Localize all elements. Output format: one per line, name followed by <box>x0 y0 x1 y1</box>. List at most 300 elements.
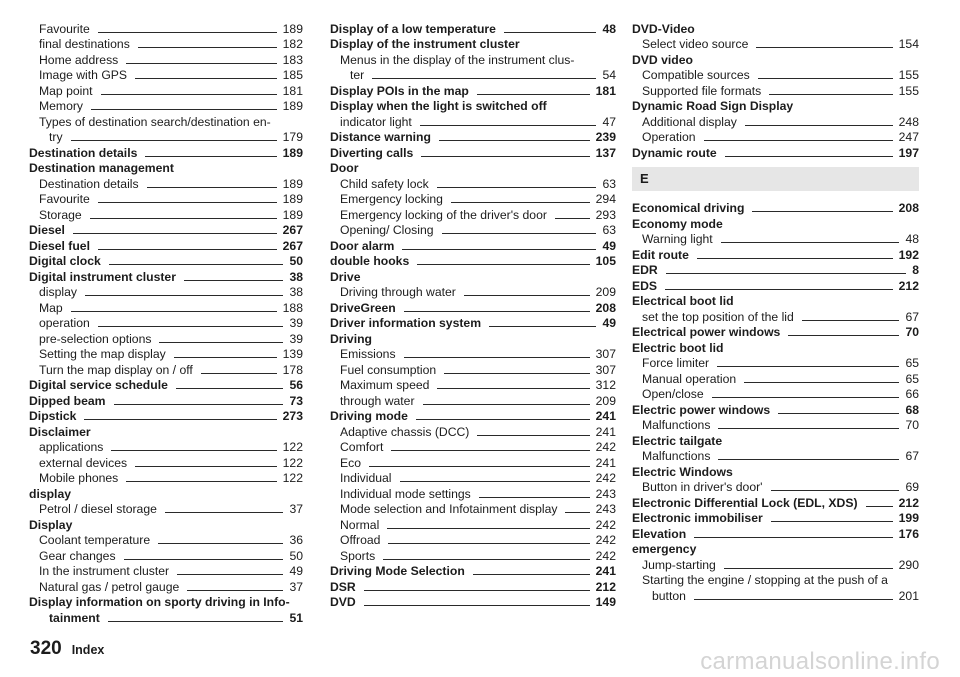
index-subentry <box>29 454 303 470</box>
entry-label: Natural gas / petrol gauge <box>39 579 180 594</box>
entry-label: Select video source <box>642 37 749 51</box>
entry-label: Open/close <box>642 387 704 401</box>
page-reference: 122 <box>282 455 303 470</box>
index-entry <box>330 408 616 424</box>
page-reference: 73 <box>289 393 303 408</box>
leader-line <box>565 512 589 513</box>
leader-line <box>437 187 597 188</box>
leader-line <box>745 125 893 126</box>
page-reference: 50 <box>289 254 303 268</box>
leader-line <box>364 605 590 606</box>
index-entry <box>29 222 303 238</box>
leader-line <box>724 568 893 569</box>
index-subentry <box>29 284 303 300</box>
entry-label: Warning light <box>642 232 713 246</box>
entry-label: Comfort <box>340 440 384 454</box>
index-subentry <box>29 547 303 563</box>
entry-label: Petrol / diesel storage <box>39 502 157 516</box>
entry-label: DVD-Video <box>632 21 695 36</box>
letter-heading-label: E <box>640 171 649 186</box>
page-reference: 290 <box>898 557 919 572</box>
entry-label: Economy mode <box>632 216 723 231</box>
page-reference: 212 <box>595 579 616 594</box>
entry-label: Economical driving <box>632 201 745 215</box>
index-entry <box>29 485 303 501</box>
index-entry <box>632 200 919 216</box>
index-entry <box>330 129 616 145</box>
page-reference: 155 <box>898 68 919 82</box>
entry-label: Distance warning <box>330 130 431 144</box>
index-subentry <box>330 67 616 83</box>
page-reference: 188 <box>282 300 303 315</box>
index-subentry <box>29 20 303 36</box>
page-reference: 155 <box>898 83 919 98</box>
index-subentry <box>29 98 303 114</box>
page-reference: 49 <box>602 316 616 330</box>
index-entry <box>632 510 919 526</box>
leader-line <box>802 320 900 321</box>
index-subentry <box>29 191 303 207</box>
page-reference: 189 <box>282 99 303 113</box>
leader-line <box>473 574 590 575</box>
page-reference: 197 <box>898 145 919 160</box>
page-reference: 307 <box>595 362 616 377</box>
index-subentry <box>330 113 616 129</box>
index-subentry <box>632 417 919 433</box>
index-subentry <box>330 222 616 238</box>
entry-label: Driving Mode Selection <box>330 564 465 578</box>
entry-label: Favourite <box>39 192 90 206</box>
page-reference: 241 <box>595 409 616 423</box>
page-reference: 70 <box>905 418 919 432</box>
index-subentry <box>632 587 919 603</box>
entry-label: tainment <box>49 610 100 625</box>
entry-label: Storage <box>39 207 82 222</box>
leader-line <box>756 47 892 48</box>
leader-line <box>184 280 283 281</box>
entry-label: Adaptive chassis (DCC) <box>340 424 470 439</box>
index-entry <box>330 98 616 114</box>
entry-label: external devices <box>39 455 128 470</box>
index-entry <box>330 268 616 284</box>
leader-line <box>71 140 277 141</box>
page-reference: 182 <box>282 37 303 51</box>
entry-label: Jump-starting <box>642 557 716 572</box>
entry-label: Offroad <box>340 533 381 547</box>
entry-label: operation <box>39 316 90 330</box>
entry-label: Display of a low temperature <box>330 21 496 36</box>
leader-line <box>725 156 893 157</box>
page-reference: 201 <box>898 588 919 603</box>
page-reference: 149 <box>595 595 616 609</box>
page-reference: 241 <box>595 455 616 470</box>
page-reference: 105 <box>595 254 616 268</box>
entry-label: Display information on sporty driving in Info- <box>29 595 290 609</box>
leader-line <box>158 543 283 544</box>
entry-label: EDR <box>632 263 658 277</box>
leader-line <box>98 32 277 33</box>
entry-label: Map point <box>39 83 93 98</box>
watermark-text: carmanualsonline.info <box>700 648 940 675</box>
leader-line <box>421 156 589 157</box>
page-reference: 242 <box>595 548 616 563</box>
entry-label: final destinations <box>39 37 130 51</box>
page-reference: 183 <box>282 52 303 67</box>
page-reference: 154 <box>898 37 919 51</box>
index-entry <box>29 423 303 439</box>
entry-label: Additional display <box>642 114 737 129</box>
index-subentry <box>330 423 616 439</box>
entry-label: DVD <box>330 595 356 609</box>
entry-label: Digital service schedule <box>29 378 168 392</box>
leader-line <box>135 78 277 79</box>
entry-label: Starting the engine / stopping at the push of a <box>642 573 888 587</box>
leader-line <box>91 109 277 110</box>
page-reference: 48 <box>905 232 919 246</box>
page-number: 320 <box>30 638 62 659</box>
index-entry <box>632 98 919 114</box>
leader-line <box>176 388 284 389</box>
leader-line <box>98 249 277 250</box>
leader-line <box>145 156 276 157</box>
entry-label: display <box>29 486 71 501</box>
index-subentry <box>29 563 303 579</box>
leader-line <box>416 419 590 420</box>
entry-label: Types of destination search/destination en- <box>39 114 271 129</box>
entry-label: Manual operation <box>642 371 737 386</box>
entry-label: Driver information system <box>330 316 482 330</box>
index-subentry <box>330 516 616 532</box>
leader-line <box>90 218 277 219</box>
leader-line <box>147 187 277 188</box>
entry-label: Eco <box>340 455 362 470</box>
index-entry <box>29 237 303 253</box>
page-reference: 50 <box>289 548 303 563</box>
leader-line <box>721 242 900 243</box>
leader-line <box>372 78 596 79</box>
leader-line <box>439 140 590 141</box>
page-reference: 247 <box>898 130 919 144</box>
leader-line <box>400 481 590 482</box>
leader-line <box>758 78 893 79</box>
page-reference: 67 <box>905 309 919 324</box>
leader-line <box>108 621 284 622</box>
page-reference: 208 <box>898 201 919 215</box>
entry-label: Electric Windows <box>632 464 733 479</box>
leader-line <box>402 249 596 250</box>
entry-label: Individual mode settings <box>340 486 471 501</box>
page-reference: 181 <box>595 83 616 98</box>
page-reference: 212 <box>898 278 919 293</box>
index-subentry <box>29 299 303 315</box>
index-entry <box>29 594 303 610</box>
index-subentry <box>29 51 303 67</box>
page-reference: 51 <box>289 610 303 625</box>
page-reference: 66 <box>905 387 919 401</box>
entry-label: Operation <box>642 130 696 144</box>
leader-line <box>73 233 277 234</box>
page-reference: 243 <box>595 486 616 501</box>
leader-line <box>135 466 277 467</box>
leader-line <box>420 125 597 126</box>
index-entry <box>29 377 303 393</box>
index-entry <box>632 246 919 262</box>
entry-label: Door <box>330 161 359 175</box>
entry-label: Fuel consumption <box>340 362 437 377</box>
entry-label: Destination details <box>29 145 138 160</box>
section-title: Index <box>71 643 105 657</box>
leader-line <box>159 342 283 343</box>
index-entry <box>29 408 303 424</box>
page-reference: 36 <box>289 533 303 547</box>
index-subentry <box>632 231 919 247</box>
entry-label: display <box>39 285 77 299</box>
page-reference: 176 <box>898 526 919 541</box>
leader-line <box>718 459 899 460</box>
index-subentry <box>330 361 616 377</box>
index-subentry <box>29 470 303 486</box>
index-entry <box>330 253 616 269</box>
entry-label: Driving <box>330 331 372 346</box>
entry-label: Menus in the display of the instrument clus- <box>340 52 575 67</box>
index-subentry <box>29 82 303 98</box>
page-reference: 49 <box>289 564 303 578</box>
page-reference: 8 <box>912 263 919 277</box>
index-entry <box>632 541 919 557</box>
page-reference: 48 <box>602 21 616 36</box>
entry-label: double hooks <box>330 254 410 268</box>
page-reference: 199 <box>898 511 919 525</box>
entry-label: Individual <box>340 471 392 485</box>
page-reference: 293 <box>595 207 616 222</box>
page-reference: 189 <box>282 207 303 222</box>
index-subentry <box>29 206 303 222</box>
entry-label: DSR <box>330 579 356 594</box>
entry-label: through water <box>340 393 415 408</box>
index-subentry <box>632 370 919 386</box>
leader-line <box>464 295 590 296</box>
leader-line <box>489 326 596 327</box>
entry-label: Button in driver's door' <box>642 480 763 494</box>
index-entry <box>29 392 303 408</box>
index-entry <box>632 277 919 293</box>
index-entry <box>29 516 303 532</box>
index-entry <box>632 494 919 510</box>
index-subentry <box>330 547 616 563</box>
page-reference: 267 <box>282 223 303 237</box>
index-subentry <box>29 67 303 83</box>
page-reference: 122 <box>282 440 303 454</box>
entry-label: Dynamic route <box>632 145 717 160</box>
entry-label: ter <box>350 68 365 82</box>
index-entry <box>632 401 919 417</box>
page-reference: 242 <box>595 471 616 485</box>
index-subentry <box>29 330 303 346</box>
index-entry <box>29 253 303 269</box>
leader-line <box>177 574 283 575</box>
index-subentry <box>29 36 303 52</box>
index-subentry <box>632 572 919 588</box>
index-subentry <box>29 129 303 145</box>
entry-label: Electric tailgate <box>632 433 723 448</box>
page-reference: 68 <box>905 402 919 417</box>
index-subentry <box>330 485 616 501</box>
leader-line <box>383 559 589 560</box>
index-subentry <box>632 67 919 83</box>
letter-heading <box>632 167 919 191</box>
leader-line <box>138 47 277 48</box>
leader-line <box>555 218 590 219</box>
leader-line <box>369 466 590 467</box>
leader-line <box>388 543 589 544</box>
page-reference: 241 <box>595 564 616 578</box>
entry-label: Gear changes <box>39 548 116 563</box>
page-reference: 137 <box>595 145 616 160</box>
leader-line <box>124 559 284 560</box>
entry-label: Mode selection and Infotainment display <box>340 502 558 516</box>
leader-line <box>126 481 276 482</box>
leader-line <box>109 264 284 265</box>
page-reference: 63 <box>602 223 616 237</box>
entry-label: Coolant temperature <box>39 533 151 547</box>
leader-line <box>504 32 597 33</box>
page-reference: 189 <box>282 192 303 206</box>
index-subentry <box>330 51 616 67</box>
leader-line <box>666 273 906 274</box>
entry-label: Digital instrument cluster <box>29 269 176 284</box>
leader-line <box>364 590 590 591</box>
index-subentry <box>330 392 616 408</box>
entry-label: Electronic immobiliser <box>632 511 763 525</box>
page-reference: 178 <box>282 362 303 377</box>
index-subentry <box>29 315 303 331</box>
index-entry <box>330 20 616 36</box>
index-entry <box>632 144 919 160</box>
index-entry <box>632 215 919 231</box>
leader-line <box>665 289 893 290</box>
leader-line <box>744 382 899 383</box>
entry-label: Diesel <box>29 223 65 237</box>
entry-label: set the top position of the lid <box>642 309 794 324</box>
entry-label: Image with GPS <box>39 68 128 82</box>
leader-line <box>423 404 590 405</box>
entry-label: Digital clock <box>29 254 101 268</box>
index-entry <box>29 268 303 284</box>
entry-label: Opening/ Closing <box>340 223 434 237</box>
index-entry <box>330 315 616 331</box>
page-reference: 37 <box>289 502 303 516</box>
page-reference: 47 <box>602 114 616 129</box>
page-reference: 65 <box>905 371 919 386</box>
page-reference: 239 <box>595 130 616 144</box>
entry-label: indicator light <box>340 114 412 129</box>
leader-line <box>114 404 284 405</box>
index-subentry <box>29 578 303 594</box>
index-entry <box>29 160 303 176</box>
index-entry <box>632 20 919 36</box>
page-reference: 181 <box>282 83 303 98</box>
entry-label: Destination management <box>29 161 174 175</box>
leader-line <box>771 521 893 522</box>
index-entry <box>632 432 919 448</box>
leader-line <box>477 435 589 436</box>
leader-line <box>387 528 589 529</box>
leader-line <box>442 233 597 234</box>
page-reference: 242 <box>595 517 616 532</box>
page-reference: 242 <box>595 533 616 547</box>
index-subentry <box>330 532 616 548</box>
page-reference: 189 <box>282 21 303 36</box>
page-reference: 209 <box>595 285 616 299</box>
leader-line <box>85 295 284 296</box>
index-subentry <box>330 206 616 222</box>
index-entry <box>632 463 919 479</box>
index-subentry <box>330 454 616 470</box>
leader-line <box>187 590 283 591</box>
page-reference: 307 <box>595 347 616 361</box>
index-subentry <box>330 501 616 517</box>
index-entry <box>29 144 303 160</box>
entry-label: Dipstick <box>29 409 77 423</box>
entry-label: applications <box>39 440 104 454</box>
entry-label: Compatible sources <box>642 68 750 82</box>
page-reference: 179 <box>282 130 303 144</box>
leader-line <box>391 450 589 451</box>
leader-line <box>694 599 893 600</box>
entry-label: Home address <box>39 52 119 67</box>
leader-line <box>771 490 900 491</box>
index-column-2 <box>330 20 616 609</box>
entry-label: emergency <box>632 542 697 556</box>
entry-label: Favourite <box>39 21 90 36</box>
entry-label: Supported file formats <box>642 83 762 98</box>
page-reference: 185 <box>282 68 303 82</box>
entry-label: Driving mode <box>330 409 408 423</box>
leader-line <box>126 63 276 64</box>
entry-label: EDS <box>632 278 658 293</box>
index-subentry <box>632 308 919 324</box>
entry-label: Electrical boot lid <box>632 294 734 308</box>
entry-label: Turn the map display on / off <box>39 362 193 377</box>
page-reference: 189 <box>282 145 303 160</box>
entry-label: Driving through water <box>340 285 456 299</box>
leader-line <box>704 140 893 141</box>
page-reference: 209 <box>595 393 616 408</box>
index-entry <box>632 293 919 309</box>
leader-line <box>98 202 277 203</box>
entry-label: Display of the instrument cluster <box>330 37 520 51</box>
leader-line <box>111 450 276 451</box>
leader-line <box>437 388 589 389</box>
leader-line <box>477 94 590 95</box>
index-subentry <box>330 175 616 191</box>
leader-line <box>788 335 899 336</box>
leader-line <box>479 497 590 498</box>
page-reference: 242 <box>595 440 616 454</box>
page-reference: 243 <box>595 502 616 516</box>
leader-line <box>165 512 284 513</box>
page-reference: 139 <box>282 347 303 361</box>
index-entry <box>330 330 616 346</box>
index-entry <box>632 525 919 541</box>
index-subentry <box>330 284 616 300</box>
leader-line <box>712 397 900 398</box>
index-subentry <box>632 448 919 464</box>
entry-label: Malfunctions <box>642 418 711 432</box>
index-entry <box>330 144 616 160</box>
page-reference: 37 <box>289 579 303 594</box>
index-entry <box>330 237 616 253</box>
